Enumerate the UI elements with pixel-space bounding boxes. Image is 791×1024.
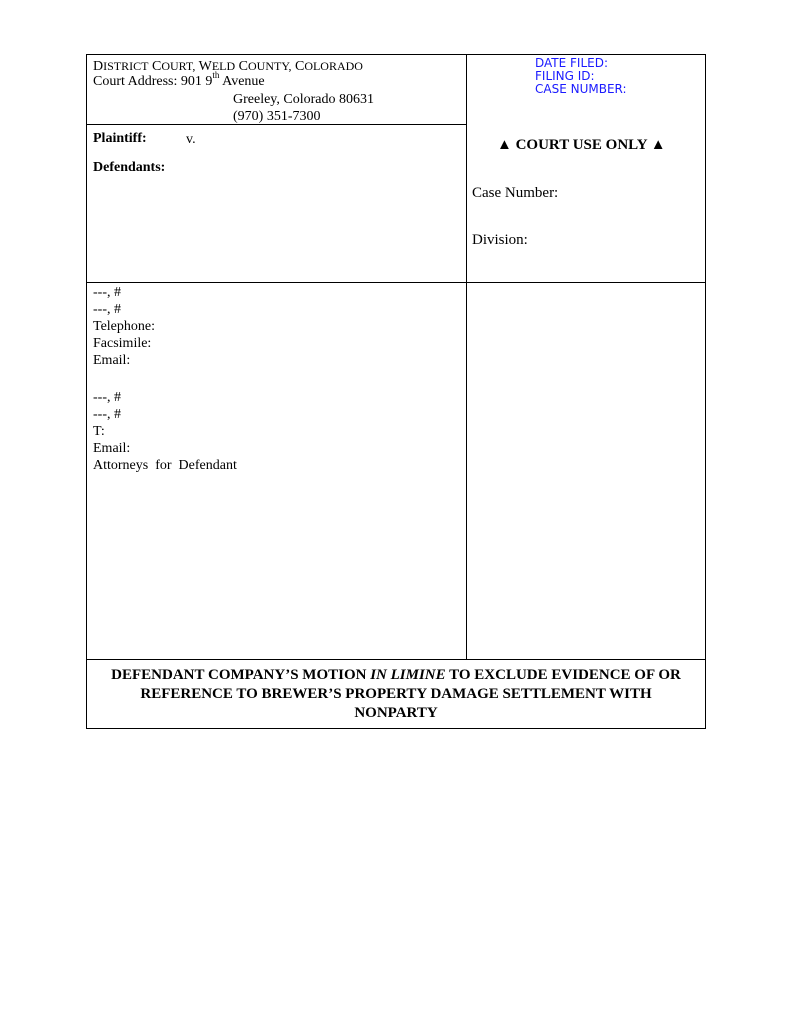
court-address-sup: th: [212, 70, 220, 81]
title-part-1: DEFENDANT COMPANY’S MOTION: [111, 667, 371, 683]
title-in-limine: IN LIMINE: [370, 667, 446, 683]
court-name: DISTRICT COURT, WELD COUNTY, COLORADO: [93, 59, 363, 74]
attorney-line: ---, #: [93, 285, 121, 300]
document-title-line-3: NONPARTY: [354, 705, 438, 721]
title-block-divider: [87, 659, 705, 660]
court-phone: (970) 351-7300: [233, 109, 321, 124]
column-divider: [466, 55, 467, 659]
case-number-stamp-label: CASE NUMBER:: [535, 82, 627, 96]
title-part-2: TO EXCLUDE EVIDENCE OF OR: [445, 667, 681, 683]
document-title-line-1: [87, 666, 705, 685]
court-address-suffix: Avenue: [219, 74, 265, 89]
attorney-line: T:: [93, 424, 105, 439]
document-title-line-2: REFERENCE TO BREWER’S PROPERTY DAMAGE SETTLEMENT WITH: [140, 686, 652, 702]
versus-text: v.: [186, 132, 196, 147]
attorney-line: ---, #: [93, 302, 121, 317]
plaintiff-label: Plaintiff:: [93, 131, 147, 146]
attorney-line: Email:: [93, 353, 131, 368]
attorney-line: Email:: [93, 441, 131, 456]
attorney-line: ---, #: [93, 407, 121, 422]
defendants-label: Defendants:: [93, 160, 166, 175]
filing-id-label: FILING ID:: [535, 69, 595, 83]
attorney-line: ---, #: [93, 390, 121, 405]
court-address: [93, 70, 265, 90]
date-filed-label: DATE FILED:: [535, 56, 609, 70]
case-number-label: Case Number:: [472, 185, 559, 201]
court-city: Greeley, Colorado 80631: [233, 92, 374, 107]
court-address-prefix: Court Address: 901 9: [93, 74, 213, 89]
document-title: [87, 666, 705, 723]
caption-table: [86, 54, 706, 729]
division-label: Division:: [472, 232, 528, 248]
attorney-line: Telephone:: [93, 319, 155, 334]
attorney-line: Facsimile:: [93, 336, 152, 351]
party-block-divider: [87, 282, 705, 283]
attorneys-for-defendant: Attorneys for Defendant: [93, 458, 237, 473]
court-use-only-label: ▲ COURT USE ONLY ▲: [497, 137, 666, 153]
